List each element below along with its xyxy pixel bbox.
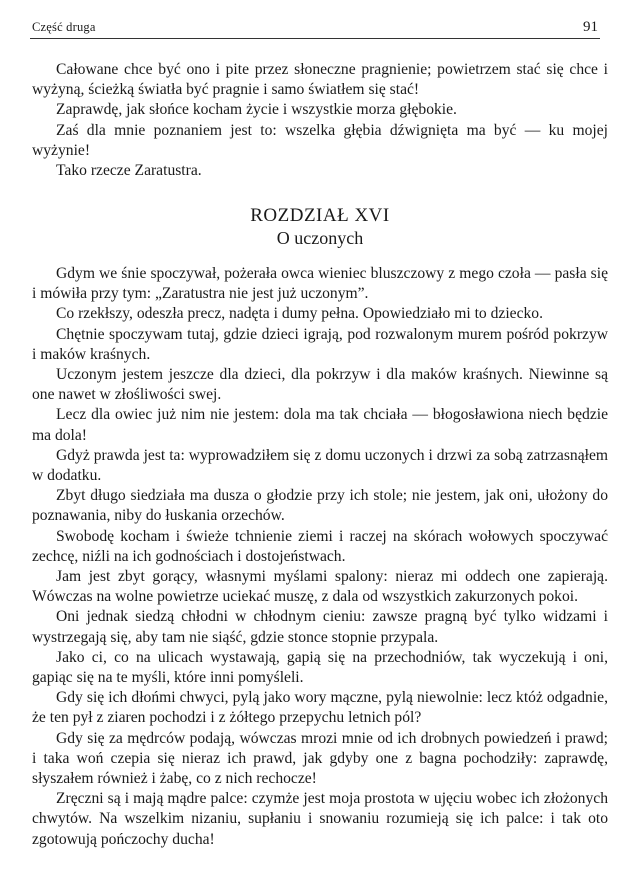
paragraph: Chętnie spoczywam tutaj, gdzie dzieci igrają, pod rozwalonym murem pośród pokrzyw i maków kraśnych.: [32, 325, 608, 363]
intro-text-block: [32, 60, 608, 181]
paragraph: Jam jest zbyt gorący, własnymi myślami spalony: nieraz mi oddech one zapierają. Wówczas na wolne powietrze uciekać muszę, z dala od wszystkich zakurzonych pokoi.: [32, 568, 608, 606]
running-header: [30, 14, 600, 39]
chapter-heading: [32, 204, 608, 250]
running-title: Część druga: [32, 20, 96, 34]
paragraph: Gdy się za mędrców podają, wówczas mrozi mnie od ich drobnych powiedzeń i prawd; i taka woń czepia się nieraz ich prawd, jak gdyby one z bagna pochodziły: zaprawdę, słyszałem również i żabę, co z nich rechocze!: [32, 729, 608, 788]
page-number: 91: [583, 19, 598, 35]
paragraph: Zaś dla mnie poznaniem jest to: wszelka głębia dźwignięta ma być — ku mojej wyżynie!: [32, 121, 608, 159]
chapter-number: ROZDZIAŁ XVI: [250, 205, 390, 226]
paragraph: Zbyt długo siedziała ma dusza o głodzie przy ich stole; nie jestem, jak oni, ułożony do poznawania, niby do łuskania orzechów.: [32, 487, 608, 525]
paragraph: Zaprawdę, jak słońce kocham życie i wszystkie morza głębokie.: [56, 101, 457, 119]
paragraph: Swobodę kocham i świeże tchnienie ziemi i raczej na skórach wołowych spoczywać zechcę, niźli na ich godnościach i dostojeństwach.: [32, 527, 608, 565]
paragraph: Co rzekłszy, odeszła precz, nadęta i dumy pełna. Opowiedziało mi to dziecko.: [56, 305, 543, 323]
paragraph: Jako ci, co na ulicach wystawają, gapią się na przechodniów, tak wyczekują i oni, gapiąc się na te myśli, które inni pomyśleli.: [32, 648, 608, 687]
chapter-title: O uczonych: [276, 228, 364, 248]
paragraph: Gdym we śnie spoczywał, pożerała owca wieniec bluszczowy z mego czoła — pasła się i mówiła przy tym: „Zaratustra nie jest już uczonym”.: [32, 265, 608, 303]
paragraph: Lecz dla owiec już nim nie jestem: dola ma tak chciała — błogosławiona niech będzie ma dola!: [32, 406, 608, 444]
paragraph: Tako rzecze Zaratustra.: [56, 162, 202, 180]
paragraph: Całowane chce być ono i pite przez słoneczne pragnienie; powietrzem stać się chce i wyżyną, ścieżką światła być pragnie i samo światłem się stać!: [32, 61, 608, 99]
paragraph: Zręczni są i mają mądre palce: czymże jest moja prostota w ujęciu wobec ich złożonych chwytów. Na wszelkim nizaniu, supłaniu i snowaniu rozumieją się ich palce: i tak oto zgotowują pończochy ducha!: [32, 790, 608, 848]
paragraph: Gdyż prawda jest ta: wyprowadziłem się z domu uczonych i drzwi za sobą zatrzasnąłem w dodatku.: [32, 446, 608, 485]
chapter-text-block: [32, 264, 608, 850]
paragraph: Gdy się ich dłońmi chwyci, pylą jako wory mączne, pylą niewolnie: lecz któż odgadnie, że ten pył z ziaren pochodzi i z żółtego przepychu letnich pól?: [32, 689, 608, 727]
paragraph: Uczonym jestem jeszcze dla dzieci, dla pokrzyw i dla maków kraśnych. Niewinne są one nawet w złośliwości swej.: [32, 366, 608, 404]
paragraph: Oni jednak siedzą chłodni w chłodnym cieniu: zawsze pragną być tylko widzami i wystrzegają się, aby tam nie siąść, gdzie stonce stopnie przypala.: [32, 608, 608, 646]
